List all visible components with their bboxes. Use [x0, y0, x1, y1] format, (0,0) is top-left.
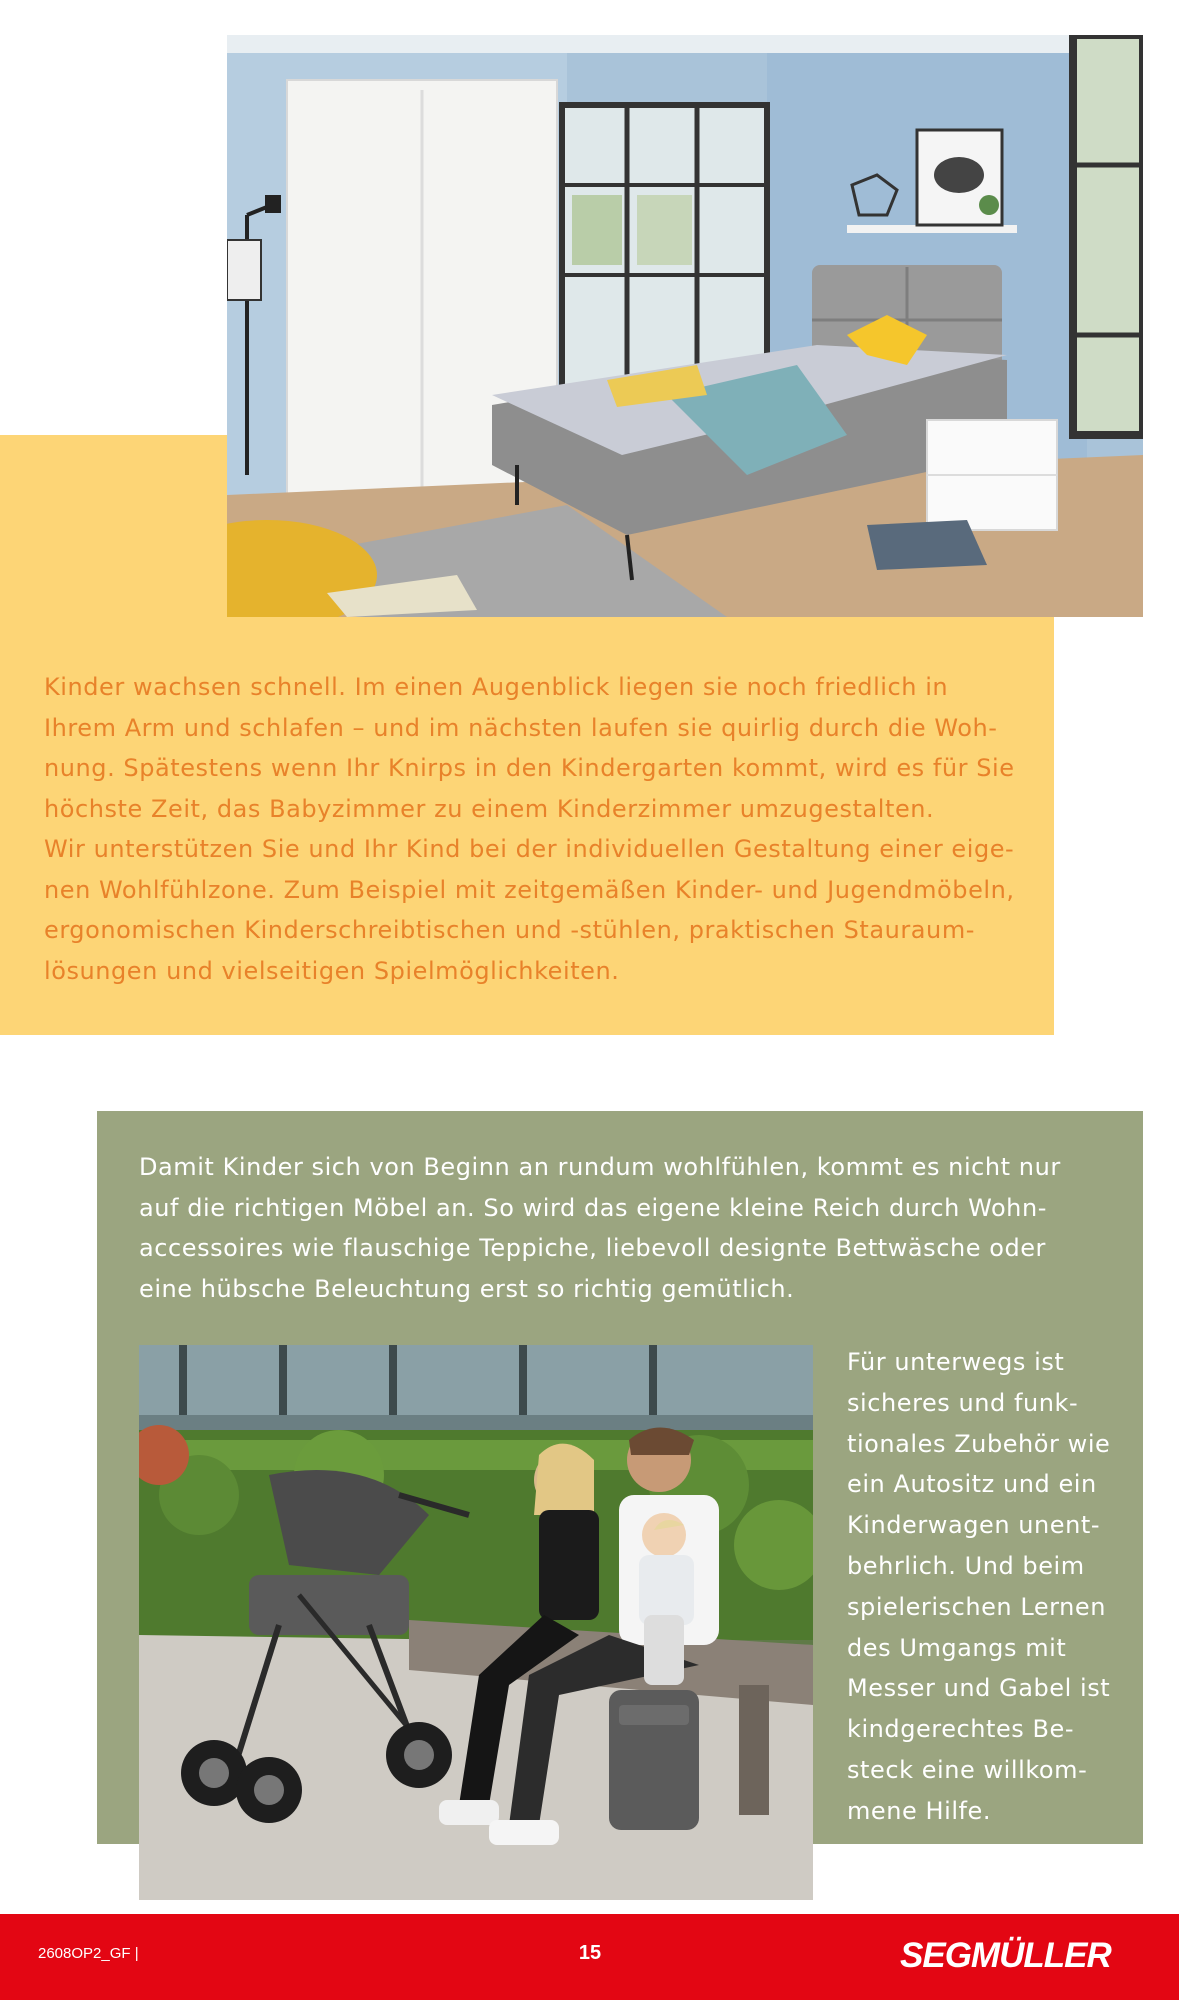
on-the-go-paragraph: Für unterwegs ist sicheres und funk- tionales Zubehör wie ein Autositz und ein Kinderwagen unent- behrlich. Und beim spielerischen Lernen des Umgangs mit Messer und Gabel ist kindgerechtes Be- steck eine willkom- mene Hilfe. — [847, 1348, 1111, 1825]
family-stroller-photo — [139, 1345, 813, 1900]
accessories-paragraph: Damit Kinder sich von Beginn an rundum wohlfühlen, kommt es nicht nur auf die richtigen Möbel an. So wird das eigene kleine Reich durch Wohn- accessoires wie flauschige Teppiche, liebevoll designte Bettwäsche oder eine hübsche Beleuchtung erst so richtig gemütlich. — [139, 1153, 1061, 1303]
intro-paragraph: Kinder wachsen schnell. Im einen Augenblick liegen sie noch friedlich in Ihrem Arm und schlafen – und im nächsten laufen sie quirlig durch die Woh- nung. Spätestens wenn Ihr Knirps in den Kindergarten kommt, wird es für Sie höchste Zeit, das Babyzimmer zu einem Kinderzimmer umzugestalten. Wir unterstützen Sie und Ihr Kind bei der individuellen Gestaltung einer eige- nen Wohlfühlzone. Zum Beispiel mit zeitgemäßen Kinder- und Jugendmöbeln, ergonomischen Kinderschreibtischen und -stühlen, praktischen Stauraum- lösungen und vielseitigen Spielmöglichkeiten. — [44, 673, 1015, 985]
page-number: 15 — [578, 1942, 602, 1964]
segmueller-logo[interactable]: SEGMÜLLER — [900, 1936, 1111, 1975]
catalog-code: 2608OP2_GF | — [38, 1945, 139, 1962]
bedroom-photo — [227, 35, 1143, 617]
